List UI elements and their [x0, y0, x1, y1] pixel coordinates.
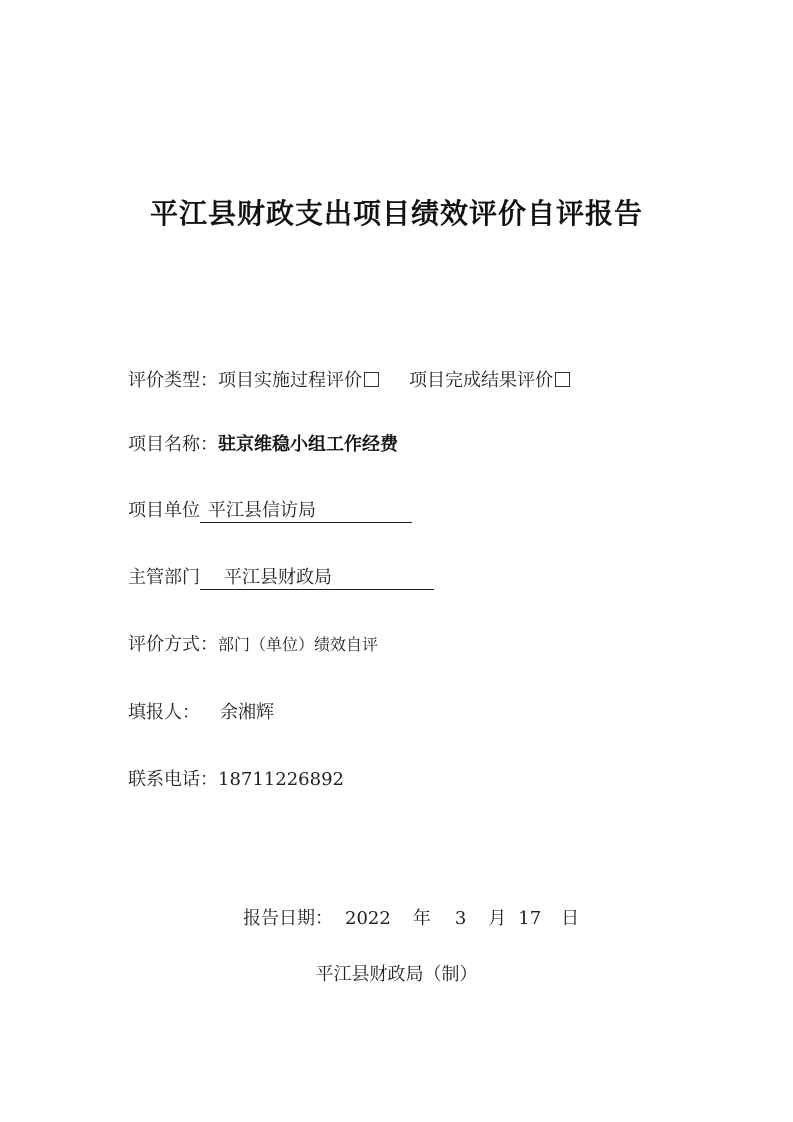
report-date-row — [243, 904, 579, 930]
project-name-row — [128, 432, 398, 458]
report-date-year: 2022 — [345, 908, 391, 929]
report-date-label: 报告日期： — [243, 908, 333, 929]
project-name-value: 驻京维稳小组工作经费 — [218, 434, 398, 455]
report-date-month-unit: 月 — [488, 908, 507, 929]
report-date-day: 17 — [518, 908, 542, 929]
supervisor-label: 主管部门 — [128, 567, 200, 588]
filler-label: 填报人： — [128, 702, 200, 723]
project-name-label: 项目名称： — [128, 434, 218, 455]
phone-label: 联系电话： — [128, 769, 218, 790]
eval-type-label: 评价类型： — [128, 370, 218, 391]
report-date-year-unit: 年 — [412, 908, 431, 929]
eval-type-option-result: 项目完成结果评价 — [409, 370, 553, 391]
phone-row — [128, 767, 344, 793]
report-date-month: 3 — [454, 908, 467, 929]
eval-type-option-process: 项目实施过程评价 — [218, 370, 362, 391]
project-unit-label: 项目单位 — [128, 500, 200, 521]
filler-value: 余湘辉 — [220, 702, 274, 723]
eval-type-row — [128, 368, 570, 394]
issuer-footer: 平江县财政局（制） — [315, 964, 478, 985]
report-date-day-unit: 日 — [561, 908, 580, 929]
project-unit-row — [128, 498, 412, 524]
eval-method-row — [128, 632, 378, 658]
eval-method-label: 评价方式： — [128, 634, 218, 655]
process-eval-checkbox[interactable] — [364, 372, 379, 387]
project-unit-value: 平江县信访局 — [200, 500, 412, 523]
filler-row — [128, 700, 274, 726]
supervisor-value: 平江县财政局 — [200, 567, 434, 590]
result-eval-checkbox[interactable] — [555, 372, 570, 387]
report-title: 平江县财政支出项目绩效评价自评报告 — [149, 197, 643, 230]
eval-method-value: 部门（单位）绩效自评 — [218, 635, 379, 654]
supervisor-row — [128, 565, 434, 591]
phone-value: 18711226892 — [218, 769, 344, 790]
